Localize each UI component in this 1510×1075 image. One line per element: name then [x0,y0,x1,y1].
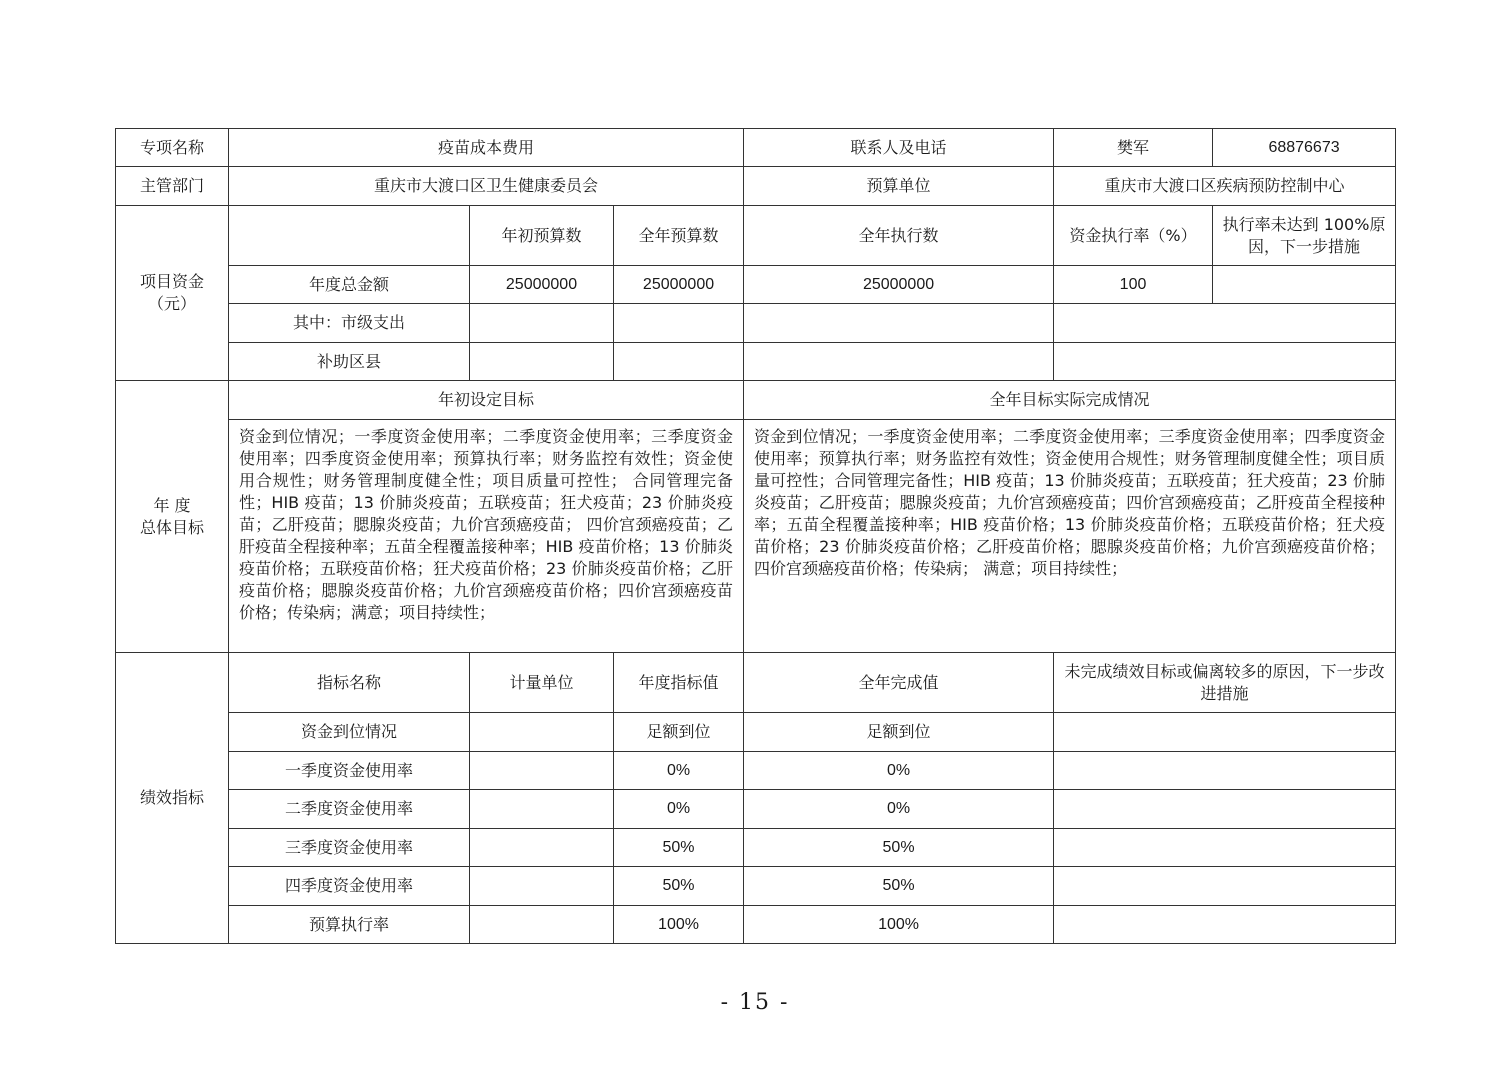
perf-target: 50% [614,867,744,906]
perf-actual: 0% [744,752,1054,790]
perf-name: 四季度资金使用率 [229,867,470,906]
goals-label-line1: 年 度 [153,495,191,515]
funds-col-initial: 年初预算数 [470,206,614,266]
perf-unit [470,906,614,944]
funds-annual-value: 25000000 [614,266,744,304]
funds-row-label: 其中：市级支出 [229,304,470,343]
perf-actual: 100% [744,906,1054,944]
table-row [116,867,1396,906]
row-performance-header [116,653,1396,713]
perf-target: 0% [614,752,744,790]
funds-col-executed: 全年执行数 [744,206,1054,266]
perf-reason [1054,713,1396,752]
funds-reason-value [1213,266,1396,304]
perf-target: 50% [614,829,744,867]
perf-actual: 足额到位 [744,713,1054,752]
perf-unit [470,829,614,867]
goals-label [116,381,229,653]
performance-label: 绩效指标 [116,653,229,944]
funds-row-city [116,304,1396,343]
table-row [116,752,1396,790]
goals-actual-header: 全年目标实际完成情况 [744,381,1396,420]
department-value: 重庆市大渡口区卫生健康委员会 [229,167,744,206]
funds-row-total [116,266,1396,304]
row-goals-header [116,381,1396,420]
perf-actual: 50% [744,867,1054,906]
project-performance-table [115,128,1396,944]
funds-initial-value [470,343,614,381]
perf-unit [470,752,614,790]
perf-name: 资金到位情况 [229,713,470,752]
funds-rate-reason-value [1054,304,1396,343]
row-department [116,167,1396,206]
perf-target: 足额到位 [614,713,744,752]
row-project [116,129,1396,167]
perf-col-name: 指标名称 [229,653,470,713]
funds-rate-reason-value [1054,343,1396,381]
goals-initial-header: 年初设定目标 [229,381,744,420]
perf-name: 一季度资金使用率 [229,752,470,790]
contact-phone: 68876673 [1213,129,1396,167]
funds-label: 项目资金（元） [116,206,229,381]
funds-col-reason: 执行率未达到 100%原因，下一步措施 [1213,206,1396,266]
table-row [116,713,1396,752]
project-name-label: 专项名称 [116,129,229,167]
perf-reason [1054,867,1396,906]
table-row [116,829,1396,867]
funds-initial-value [470,304,614,343]
funds-col-annual: 全年预算数 [614,206,744,266]
row-funds-header [116,206,1396,266]
funds-row-label: 补助区县 [229,343,470,381]
funds-header-blank [229,206,470,266]
goals-label-line2: 总体目标 [139,517,204,537]
funds-annual-value [614,343,744,381]
perf-reason [1054,752,1396,790]
goals-actual-text: 资金到位情况；一季度资金使用率；二季度资金使用率；三季度资金使用率；四季度资金使用率；预算执行率；财务监控有效性；资金使用合规性；财务管理制度健全性；项目质量可控性；合同管理完备性；HIB 疫苗；13 价肺炎疫苗；五联疫苗；狂犬疫苗；23 价肺炎疫苗；乙肝疫苗；腮腺炎疫苗；九价宫颈癌疫苗；四价宫颈癌疫苗；乙肝疫苗全程接种率；五苗全程覆盖接种率；HIB 疫苗价格；13 价肺炎疫苗价格；五联疫苗价格；狂犬疫苗价格；23 价肺炎疫苗价格；乙肝疫苗价格；腮腺炎疫苗价格；九价宫颈癌疫苗价格；四价宫颈癌疫苗价格；传染病； 满意；项目持续性； [744,420,1396,653]
perf-name: 二季度资金使用率 [229,790,470,829]
funds-initial-value: 25000000 [470,266,614,304]
perf-col-actual: 全年完成值 [744,653,1054,713]
perf-reason [1054,790,1396,829]
budget-unit-value: 重庆市大渡口区疾病预防控制中心 [1054,167,1396,206]
perf-target: 100% [614,906,744,944]
funds-executed-value [744,304,1054,343]
page-number: - 15 - [720,990,790,1015]
funds-col-rate: 资金执行率（%） [1054,206,1213,266]
contact-label: 联系人及电话 [744,129,1054,167]
budget-unit-label: 预算单位 [744,167,1054,206]
perf-col-reason: 未完成绩效目标或偏离较多的原因，下一步改进措施 [1054,653,1396,713]
funds-executed-value: 25000000 [744,266,1054,304]
perf-reason [1054,829,1396,867]
contact-name: 樊军 [1054,129,1213,167]
funds-annual-value [614,304,744,343]
perf-name: 三季度资金使用率 [229,829,470,867]
funds-rate-value: 100 [1054,266,1213,304]
perf-unit [470,790,614,829]
row-goals-text [116,420,1396,653]
goals-initial-text: 资金到位情况；一季度资金使用率；二季度资金使用率；三季度资金使用率；四季度资金使用率；预算执行率；财务监控有效性；资金使用合规性；财务管理制度健全性；项目质量可控性； 合同管理完备性；HIB 疫苗；13 价肺炎疫苗；五联疫苗；狂犬疫苗；23 价肺炎疫苗；乙肝疫苗；腮腺炎疫苗；九价宫颈癌疫苗； 四价宫颈癌疫苗；乙肝疫苗全程接种率；五苗全程覆盖接种率；HIB 疫苗价格；13 价肺炎疫苗价格；五联疫苗价格；狂犬疫苗价格；23 价肺炎疫苗价格；乙肝疫苗价格；腮腺炎疫苗价格；九价宫颈癌疫苗价格；四价宫颈癌疫苗价格；传染病；满意；项目持续性； [229,420,744,653]
perf-col-target: 年度指标值 [614,653,744,713]
funds-row-label: 年度总金额 [229,266,470,304]
funds-row-district [116,343,1396,381]
table-row [116,790,1396,829]
perf-target: 0% [614,790,744,829]
project-name-value: 疫苗成本费用 [229,129,744,167]
table-row [116,906,1396,944]
department-label: 主管部门 [116,167,229,206]
perf-unit [470,713,614,752]
perf-name: 预算执行率 [229,906,470,944]
perf-unit [470,867,614,906]
perf-reason [1054,906,1396,944]
perf-actual: 0% [744,790,1054,829]
perf-col-unit: 计量单位 [470,653,614,713]
funds-executed-value [744,343,1054,381]
perf-actual: 50% [744,829,1054,867]
